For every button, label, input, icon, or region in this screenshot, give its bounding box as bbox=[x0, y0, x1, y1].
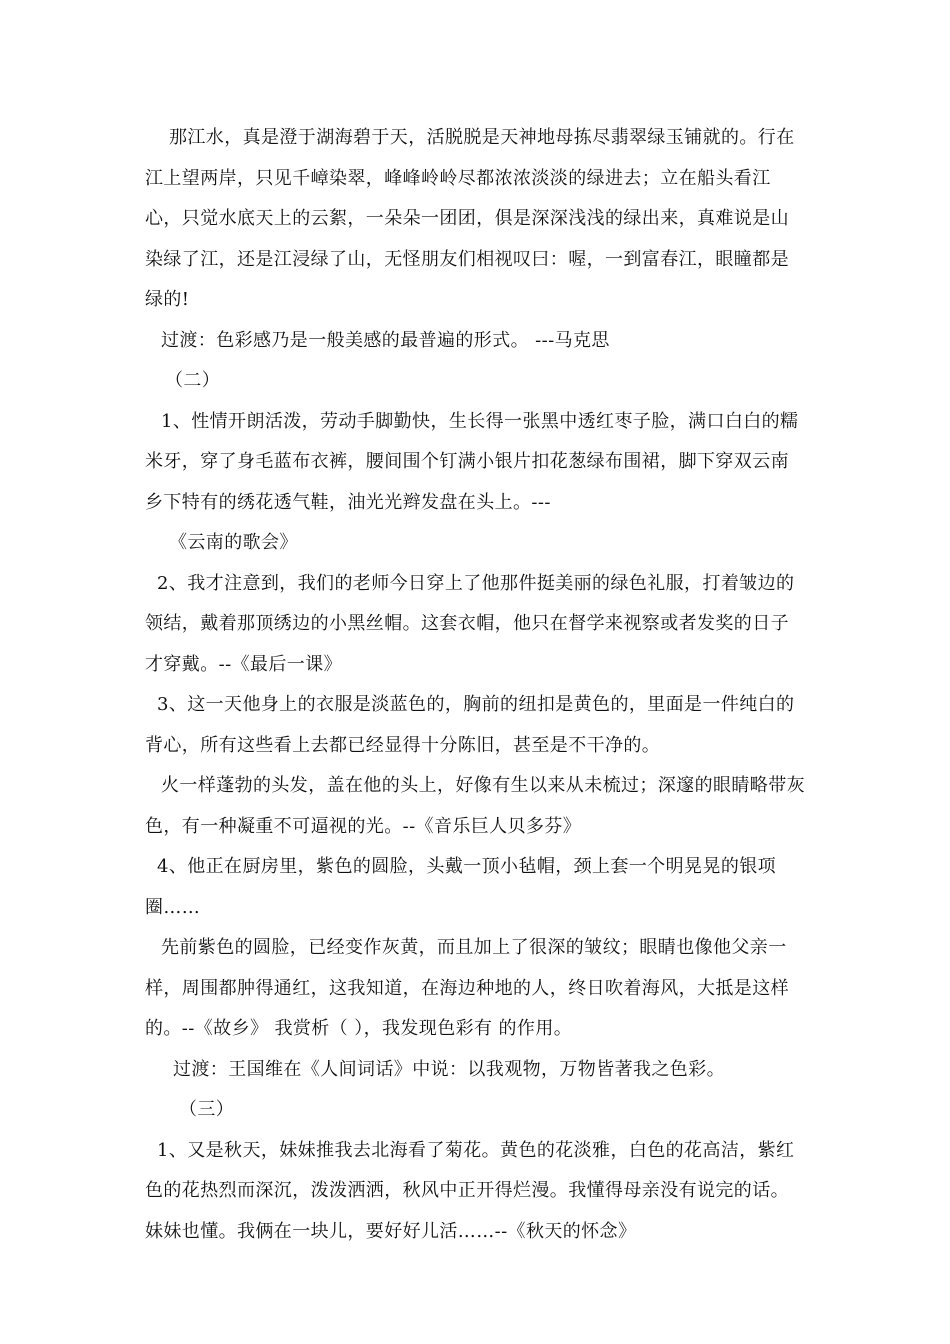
section-heading-two: （二） bbox=[165, 370, 221, 391]
paragraph-item-3-beethoven-clothes: 3、这一天他身上的衣服是淡蓝色的，胸前的纽扣是黄色的，里面是一件纯白的背心，所有这些看上去都已经显得十分陈旧，甚至是不干净的。 bbox=[145, 694, 795, 756]
paragraph-beethoven-hair: 火一样蓬勃的头发，盖在他的头上，好像有生以来从未梳过；深邃的眼睛略带灰色，有一种凝重不可逼视的光。--《音乐巨人贝多芬》 bbox=[145, 775, 805, 837]
transition-marx-quote: 过渡：色彩感乃是一般美感的最普遍的形式。 ---马克思 bbox=[161, 329, 610, 351]
paragraph-item-2-last-lesson: 2、我才注意到，我们的老师今日穿上了他那件挺美丽的绿色礼服，打着皱边的领结，戴着那顶绣边的小黑丝帽。这套衣帽，他只在督学来视察或者发奖的日子才穿戴。--《最后一课》 bbox=[145, 572, 795, 675]
paragraph-item-1-yunnan: 1、性情开朗活泼，劳动手脚勤快，生长得一张黑中透红枣子脸，满口白白的糯米牙，穿了身毛蓝布衣裤，腰间围个钉满小银片扣花葱绿布围裙，脚下穿双云南乡下特有的绣花透气鞋，油光光辫发盘在头上。--- bbox=[145, 410, 799, 513]
paragraph-hometown-changed-face: 先前紫色的圆脸，已经变作灰黄，而且加上了很深的皱纹；眼睛也像他父亲一样，周围都肿得通红，这我知道，在海边种地的人，终日吹着海风，大抵是这样的。--《故乡》 我赏析（ ），我发现色彩有 的作用。 bbox=[145, 937, 789, 1039]
transition-wang-guowei: 过渡：王国维在《人间词话》中说：以我观物，万物皆著我之色彩。 bbox=[173, 1058, 725, 1080]
source-yunnan-song: 《云南的歌会》 bbox=[169, 532, 298, 553]
paragraph-fuchun-river: 那江水，真是澄于湖海碧于天，活脱脱是天神地母拣尽翡翠绿玉铺就的。行在江上望两岸，只见千嶂染翠，峰峰岭岭尽都浓浓淡淡的绿进去；立在船头看江心，只觉水底天上的云絮，一朵朵一团团，俱是深深浅浅的绿出来，真难说是山染绿了江，还是江浸绿了山，无怪朋友们相视叹曰：喔，一到富春江，眼瞳都是绿的! bbox=[145, 127, 795, 310]
paragraph-autumn-memory: 1、又是秋天，妹妹推我去北海看了菊花。黄色的花淡雅，白色的花高洁，紫红色的花热烈而深沉，泼泼洒洒，秋风中正开得烂漫。我懂得母亲没有说完的话。妹妹也懂。我俩在一块儿，要好好儿活……--《秋天的怀念》 bbox=[145, 1139, 795, 1242]
document-body bbox=[145, 118, 805, 1252]
section-heading-three: （三） bbox=[179, 1099, 235, 1120]
paragraph-item-4-hometown: 4、他正在厨房里，紫色的圆脸，头戴一顶小毡帽，颈上套一个明晃晃的银项圈…… bbox=[145, 856, 777, 918]
